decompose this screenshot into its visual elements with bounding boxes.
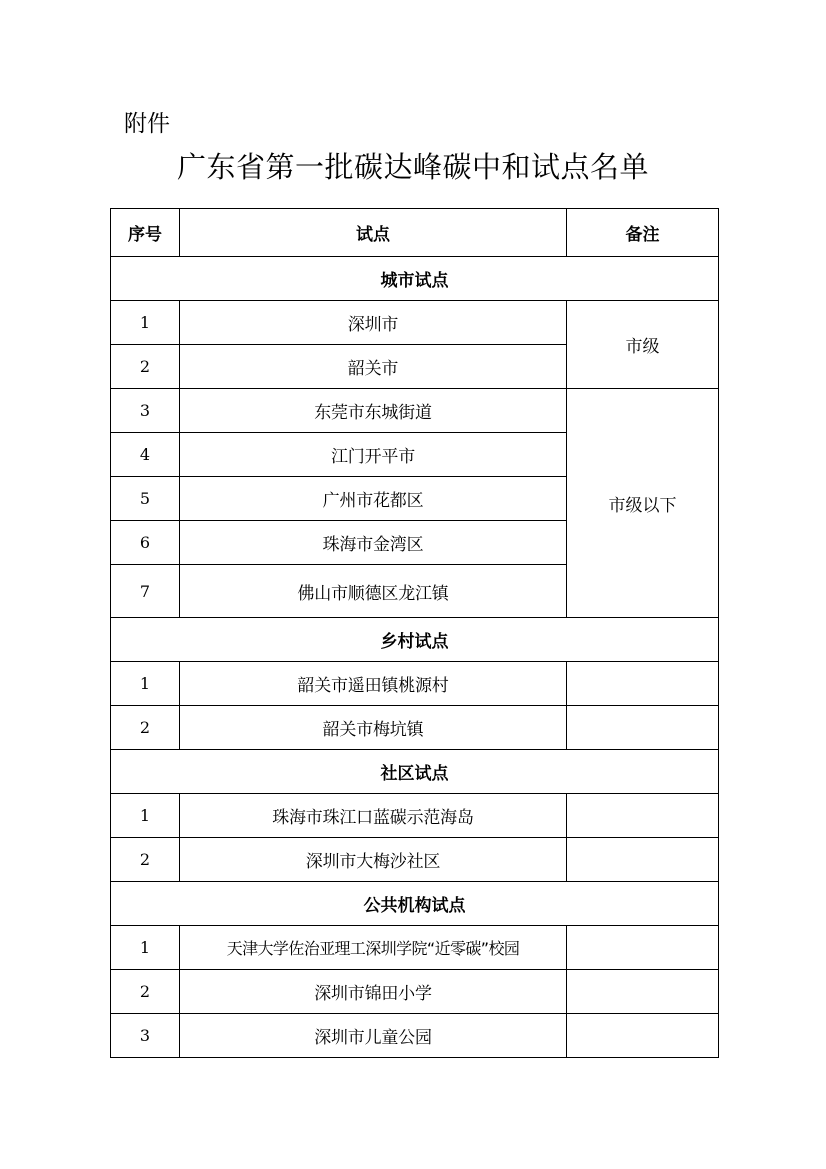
table-row (111, 970, 719, 1014)
table-row (111, 706, 719, 750)
row-name: 天津大学佐治亚理工深圳学院“近零碳”校园 (180, 926, 567, 970)
row-name: 韶关市梅坑镇 (180, 706, 567, 750)
row-index: 2 (111, 706, 180, 750)
row-index: 2 (111, 838, 180, 882)
table-row (111, 794, 719, 838)
header-remark: 备注 (567, 209, 719, 257)
row-name: 佛山市顺德区龙江镇 (180, 565, 567, 618)
section-heading-row (111, 882, 719, 926)
row-name: 广州市花都区 (180, 477, 567, 521)
row-name: 珠海市珠江口蓝碳示范海岛 (180, 794, 567, 838)
row-index: 1 (111, 926, 180, 970)
row-remark-empty (567, 794, 719, 838)
row-name: 深圳市大梅沙社区 (180, 838, 567, 882)
pilot-list-table (110, 208, 719, 1058)
header-index: 序号 (111, 209, 180, 257)
row-name: 韶关市遥田镇桃源村 (180, 662, 567, 706)
row-index: 7 (111, 565, 180, 618)
row-remark-city-level: 市级 (567, 301, 719, 389)
row-index: 4 (111, 433, 180, 477)
section-heading-community: 社区试点 (111, 750, 719, 794)
row-index: 1 (111, 662, 180, 706)
row-index: 2 (111, 970, 180, 1014)
table-row (111, 662, 719, 706)
table-header-row (111, 209, 719, 257)
row-remark-below-city-level: 市级以下 (567, 389, 719, 618)
row-index: 1 (111, 301, 180, 345)
row-index: 3 (111, 389, 180, 433)
row-index: 5 (111, 477, 180, 521)
section-heading-row (111, 750, 719, 794)
document-title: 广东省第一批碳达峰碳中和试点名单 (176, 150, 649, 184)
section-heading-rural: 乡村试点 (111, 618, 719, 662)
table-row (111, 389, 719, 433)
row-index: 6 (111, 521, 180, 565)
section-heading-row (111, 257, 719, 301)
row-remark-empty (567, 838, 719, 882)
row-name: 东莞市东城街道 (180, 389, 567, 433)
row-index: 3 (111, 1014, 180, 1058)
attachment-label: 附件 (124, 111, 170, 137)
row-remark-empty (567, 662, 719, 706)
row-index: 1 (111, 794, 180, 838)
section-heading-city: 城市试点 (111, 257, 719, 301)
row-name: 深圳市锦田小学 (180, 970, 567, 1014)
section-heading-row (111, 618, 719, 662)
row-remark-empty (567, 1014, 719, 1058)
table-row (111, 1014, 719, 1058)
row-remark-empty (567, 706, 719, 750)
table-row (111, 926, 719, 970)
row-name: 江门开平市 (180, 433, 567, 477)
row-remark-empty (567, 926, 719, 970)
table-row (111, 838, 719, 882)
section-heading-public: 公共机构试点 (111, 882, 719, 926)
row-name: 深圳市 (180, 301, 567, 345)
row-name: 深圳市儿童公园 (180, 1014, 567, 1058)
row-name: 珠海市金湾区 (180, 521, 567, 565)
row-index: 2 (111, 345, 180, 389)
header-pilot: 试点 (180, 209, 567, 257)
row-name: 韶关市 (180, 345, 567, 389)
table-row (111, 301, 719, 345)
row-remark-empty (567, 970, 719, 1014)
